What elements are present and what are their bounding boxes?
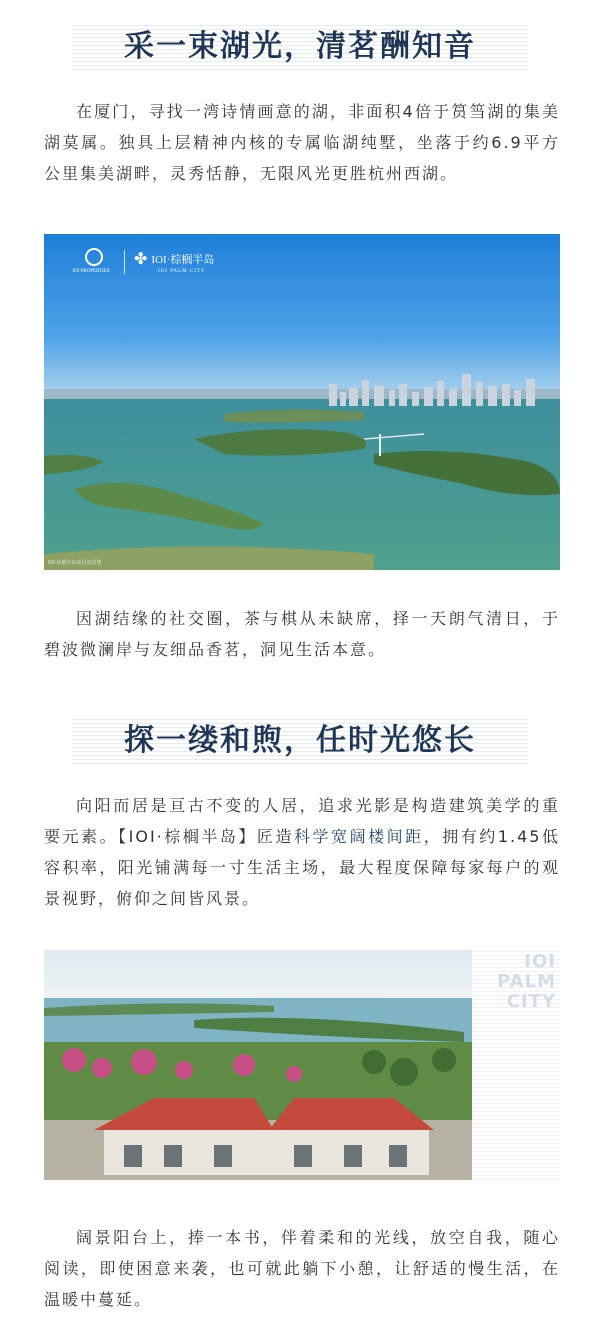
brand-name: IOI PROPERTIES xyxy=(72,269,110,274)
palm-city-watermark xyxy=(478,952,556,1012)
villa-image xyxy=(44,950,472,1180)
watermark-line-3: CITY xyxy=(506,991,556,1012)
social-paragraph: 因湖结缘的社交圈，茶与棋从未缺席，择一天朗气清日，于碧波微澜岸与友细品香茗，洞见生活本意。 xyxy=(44,609,560,659)
logo-divider xyxy=(124,250,125,274)
watermark-line-2: PALM xyxy=(497,971,556,992)
sunlight-text-a: 向阳而居是亘古不变的人居，追求光影是构造建筑美学的重要元素。【IOI·棕榈半岛】匠造 xyxy=(44,796,560,846)
balcony-paragraph: 阔景阳台上，捧一本书，伴着柔和的光线，放空自我，随心阅读，即使困意来袭，也可就此躺下小憩，让舒适的慢生活，在温暖中蔓延。 xyxy=(44,1228,560,1309)
project-name: IOI·棕榈半岛 xyxy=(151,254,215,266)
watermark-line-1: IOI xyxy=(524,951,556,972)
section-title-1: 采一束湖光，清茗酬知音 xyxy=(124,29,476,64)
ioi-logo-icon xyxy=(85,248,103,266)
intro-paragraph: 在厦门，寻找一湾诗情画意的湖，非面积4倍于筼筜湖的集美湖莫属。独具上层精神内核的专属临湖纯墅，坐落于约6.9平方公里集美湖畔，灵秀恬静，无限风光更胜杭州西湖。 xyxy=(44,102,560,183)
project-name-en: IOI PALM CITY xyxy=(158,269,206,274)
lake-aerial-image xyxy=(44,234,560,570)
brand-logo xyxy=(74,248,114,274)
sunlight-text-b: ，拥有约1.45低容积率，阳光铺满每一寸生活主场，最大程度保障每家每户的观景视野，俯仰之间皆风景。 xyxy=(44,827,560,908)
spacing-highlight: 科学宽阔楼间距 xyxy=(294,827,424,846)
palm-icon: ✤ xyxy=(134,251,148,268)
villa-photo xyxy=(44,950,472,1180)
project-logo xyxy=(134,249,214,274)
lake-aerial-photo xyxy=(44,234,560,570)
photo-caption: IOI·棕榈半岛项目实景图 xyxy=(48,560,102,566)
sunlight-paragraph xyxy=(44,790,560,914)
section-title-2: 探一缕和煦，任时光悠长 xyxy=(124,723,476,758)
